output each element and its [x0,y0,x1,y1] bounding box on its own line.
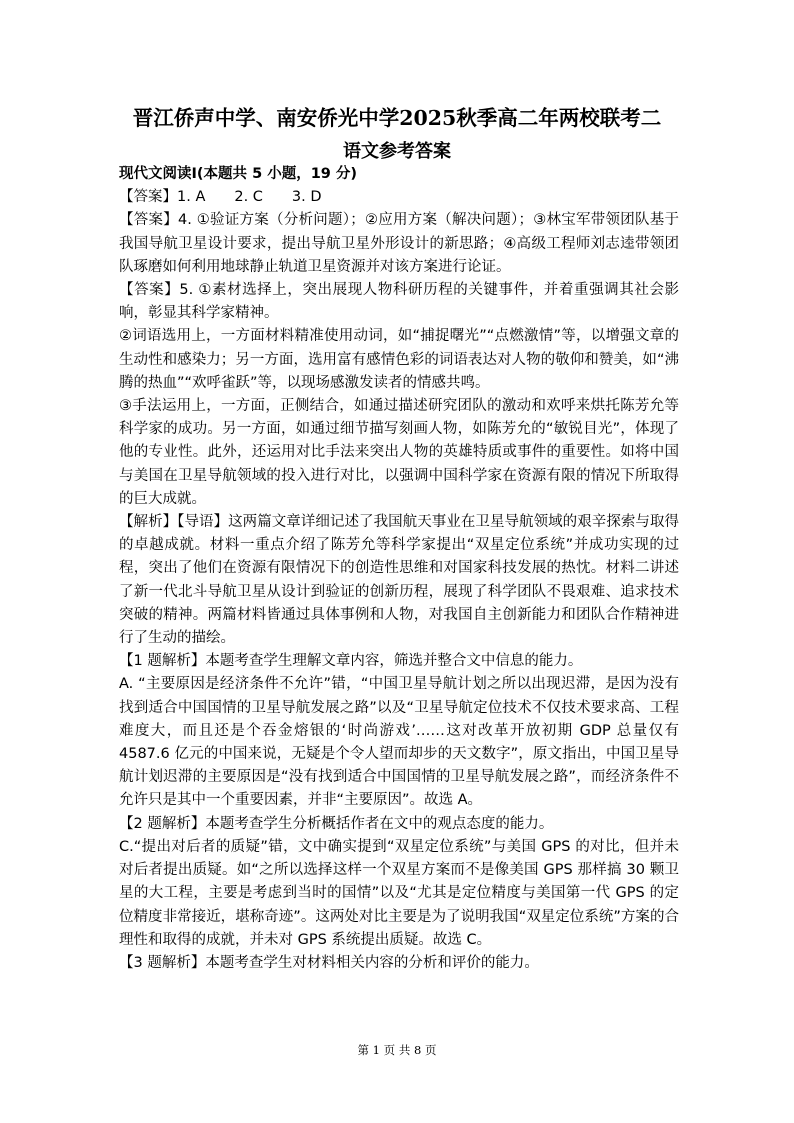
answer-5-point-2: ②词语选用上，一方面材料精准使用动词，如“捕捉曙光”“点燃激情”等，以增强文章的生动性和感染力；另一方面，选用富有感情色彩的词语表达对人物的敬仰和赞美，如“沸腾的热血”“欢呼雀跃”等，以现场感激发读者的情感共鸣。 [119,328,679,391]
q1-analysis-body: A. “主要原因是经济条件不允许”错，“中国卫星导航计划之所以出现迟滞，是因为没有找到适合中国国情的卫星导航发展之路”以及“卫星导航定位技术不仅技术要求高、工程难度大，而且还是个吞金熔银的‘时尚游戏’……这对改革开放初期 GDP 总量仅有 4587.6 亿元的中国来说，无疑是个令人望而却步的天文数字”，原文指出，中国卫星导航计划迟滞的主要原因是“没有找到适合中国国情的卫星导航发展之路”，而经济条件不允许只是其中一个重要因素，并非“主要原因”。故选 A。 [119,676,679,809]
answer-4: 【答案】4. ①验证方案（分析问题）；②应用方案（解决问题）；③林宝军带领团队基于我国导航卫星设计要求，提出导航卫星外形设计的新思路；④高级工程师刘志逵带领团队琢磨如何利用地球静止轨道卫星资源并对该方案进行论证。 [119,212,679,275]
document-title: 晋江侨声中学、南安侨光中学2025秋季高二年两校联考二 [132,106,662,130]
answer-5-point-3: ③手法运用上，一方面，正侧结合，如通过描述研究团队的激动和欢呼来烘托陈芳允等科学家的成功。另一方面，如通过细节描写刻画人物，如陈芳允的“敏锐目光”，体现了他的专业性。此外，还运用对比手法来突出人物的英雄特质或事件的重要性。如将中国与美国在卫星导航领域的投入进行对比，以强调中国科学家在资源有限的情况下所取得的巨大成就。 [119,398,679,507]
answer-content [119,163,679,975]
q2-analysis-body: C.“提出对后者的质疑”错，文中确实提到“双星定位系统”与美国 GPS 的对比，但并未对后者提出质疑。如“之所以选择这样一个双星方案而不是像美国 GPS 那样搞 30 颗卫星的大工程，主要是考虑到当时的国情”以及“尤其是定位精度与美国第一代 GPS 的定位精度非常接近，堪称奇迹”。这两处对比主要是为了说明我国“双星定位系统”方案的合理性和取得的成就，并未对 GPS 系统提出质疑。故选 C。 [119,838,679,948]
q1-analysis-heading: 【1 题解析】本题考查学生理解文章内容，筛选并整合文中信息的能力。 [119,653,583,670]
page-footer: 第 1 页 共 8 页 [357,1043,437,1057]
analysis-intro: 【解析】【导语】这两篇文章详细记述了我国航天事业在卫星导航领域的艰辛探索与取得的卓越成就。材料一重点介绍了陈芳允等科学家提出“双星定位系统”并成功实现的过程，突出了他们在资源有限情况下的创造性思维和对国家科技发展的热忱。材料二讲述了新一代北斗导航卫星从设计到验证的创新历程，展现了科学团队不畏艰难、追求技术突破的精神。两篇材料皆通过具体事例和人物，对我国自主创新能力和团队合作精神进行了生动的描绘。 [119,514,679,647]
answer-1-3: 【答案】1. A 2. C 3. D [119,189,322,206]
document-subtitle: 语文参考答案 [343,141,451,162]
section-heading: 现代文阅读Ⅰ(本题共 5 小题，19 分) [119,166,358,182]
q3-analysis-heading: 【3 题解析】本题考查学生对材料相关内容的分析和评价的能力。 [119,954,539,971]
answer-5-point-1: 【答案】5. ①素材选择上，突出展现人物科研历程的关键事件，并着重强调其社会影响，彰显其科学家精神。 [119,282,679,322]
q2-analysis-heading: 【2 题解析】本题考查学生分析概括作者在文中的观点态度的能力。 [119,815,554,832]
